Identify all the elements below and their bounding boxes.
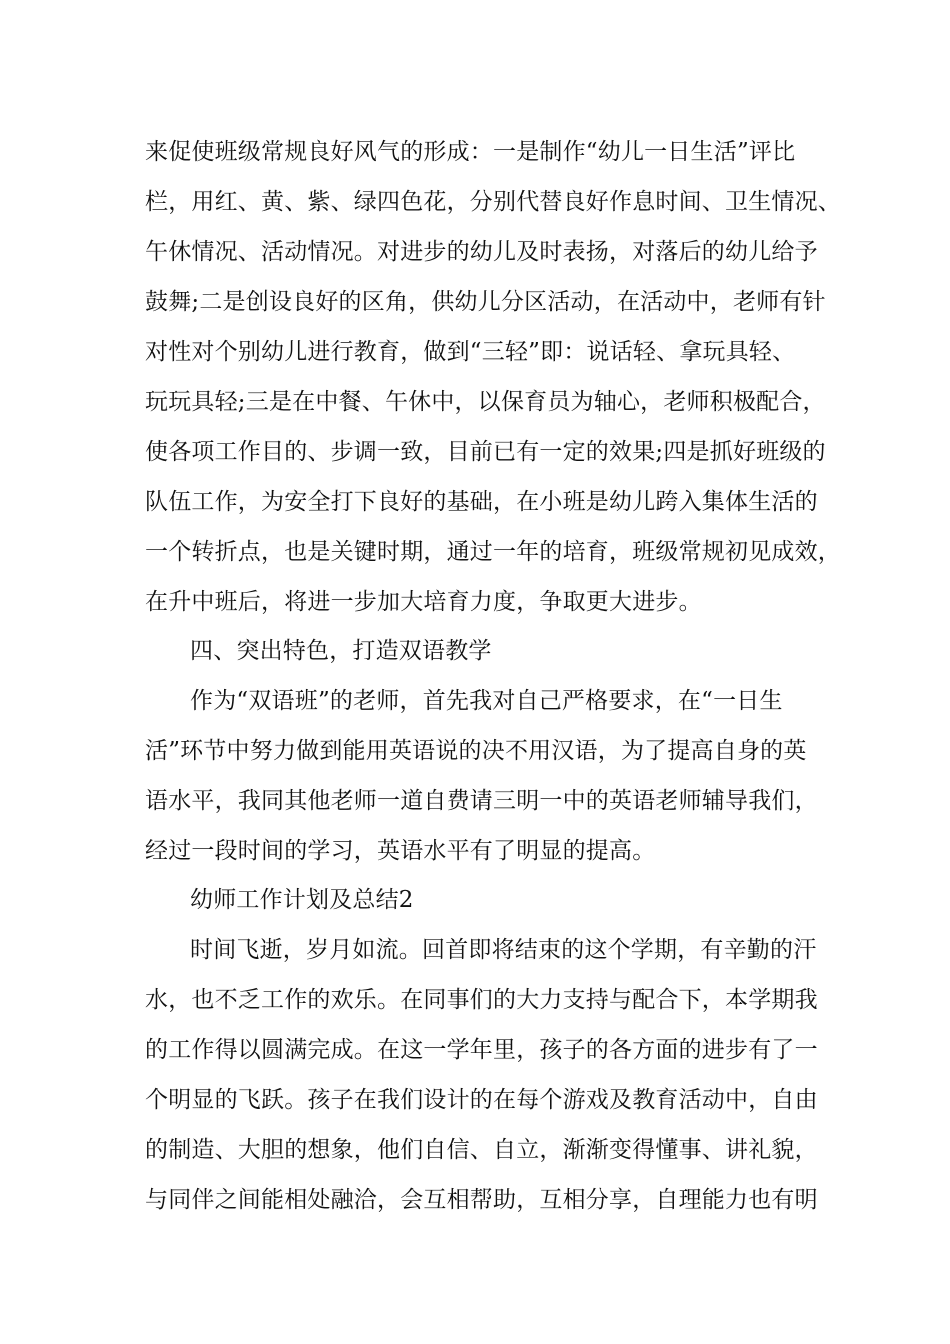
text-line: 活”环节中努力做到能用英语说的决不用汉语，为了提高自身的英	[145, 738, 807, 764]
text-line: 的工作得以圆满完成。在这一学年里，孩子的各方面的进步有了一	[145, 1037, 818, 1063]
paragraph-first-line: 作为“双语班”的老师，首先我对自己严格要求，在“一日生	[190, 688, 783, 714]
text-line: 玩玩具轻;三是在中餐、午休中，以保育员为轴心，老师积极配合，	[145, 389, 826, 415]
text-line: 在升中班后，将进一步加大培育力度，争取更大进步。	[145, 589, 702, 615]
text-line: 个明显的飞跃。孩子在我们设计的在每个游戏及教育活动中，自由	[145, 1087, 818, 1113]
text-line: 队伍工作，为安全打下良好的基础，在小班是幼儿跨入集体生活的	[145, 489, 818, 515]
text-line: 与同伴之间能相处融洽，会互相帮助，互相分享，自理能力也有明	[145, 1187, 818, 1213]
text-line: 来促使班级常规良好风气的形成：一是制作“幼儿一日生活”评比	[145, 139, 796, 165]
text-line: 水，也不乏工作的欢乐。在同事们的大力支持与配合下，本学期我	[145, 987, 818, 1013]
text-line: 一个转折点，也是关键时期，通过一年的培育，班级常规初见成效，	[145, 539, 841, 565]
document-subtitle: 幼师工作计划及总结2	[190, 887, 414, 913]
text-line: 鼓舞;二是创设良好的区角，供幼儿分区活动，在活动中，老师有针	[145, 289, 826, 315]
section-heading: 四、突出特色，打造双语教学	[190, 638, 492, 664]
paragraph-first-line: 时间飞逝，岁月如流。回首即将结束的这个学期，有辛勤的汗	[190, 937, 817, 963]
text-line: 对性对个别幼儿进行教育，做到“三轻”即：说话轻、拿玩具轻、	[145, 339, 796, 365]
text-line: 的制造、大胆的想象，他们自信、自立，渐渐变得懂事、讲礼貌，	[145, 1137, 818, 1163]
text-line: 语水平，我同其他老师一道自费请三明一中的英语老师辅导我们，	[145, 788, 818, 814]
text-line: 经过一段时间的学习，英语水平有了明显的提高。	[145, 838, 656, 864]
text-line: 使各项工作目的、步调一致，目前已有一定的效果;四是抓好班级的	[145, 439, 826, 465]
text-line: 午休情况、活动情况。对进步的幼儿及时表扬，对落后的幼儿给予	[145, 239, 818, 265]
text-line: 栏，用红、黄、紫、绿四色花，分别代替良好作息时间、卫生情况、	[145, 189, 841, 215]
